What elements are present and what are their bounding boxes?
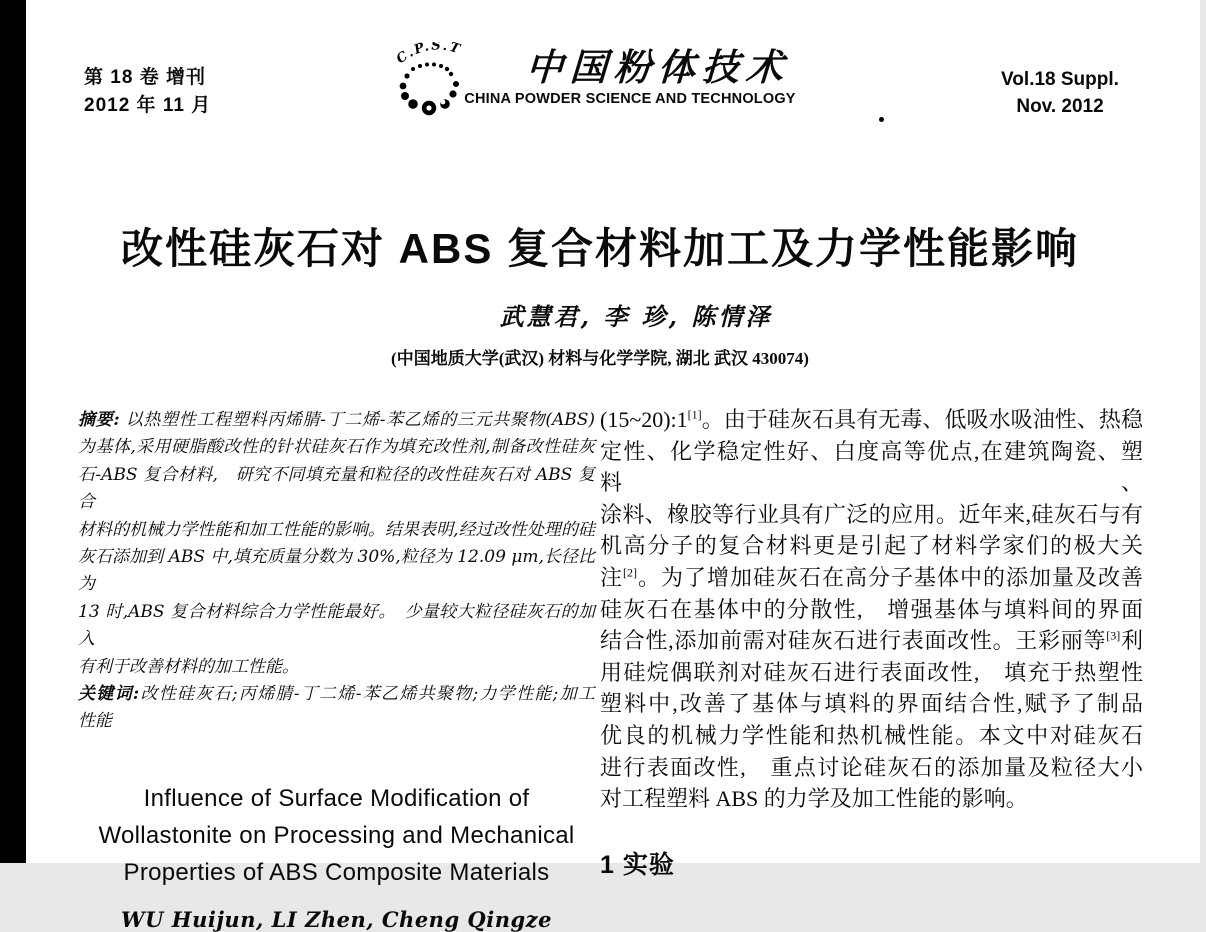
abstract-label: 摘要:	[78, 410, 120, 430]
article-title-en	[78, 780, 595, 891]
journal-masthead	[460, 46, 800, 107]
text-line: 用硅烷偶联剂对硅灰石进行表面改性, 填充于热塑性	[600, 659, 1143, 685]
text-line: 机高分子的复合材料更是引起了材料学家们的极大关	[600, 533, 1143, 559]
article-title-cn: 改性硅灰石对 ABS 复合材料加工及力学性能影响	[120, 225, 1079, 272]
journal-name-cn: 中国粉体技术	[524, 45, 792, 89]
text-line: 为基体,采用硬脂酸改性的针状硅灰石作为填充改性剂,制备改性硅灰	[78, 437, 595, 458]
text-line: 涂料、橡胶等行业具有广泛的应用。近年来,硅灰石与有	[600, 501, 1143, 527]
abstract-first-line	[78, 407, 595, 434]
text-line: Properties of ABS Composite Materials	[123, 858, 550, 886]
keywords-lines	[78, 708, 595, 735]
abstract-first-line-text: 以热塑性工程塑料丙烯腈-丁二烯-苯乙烯的三元共聚物(ABS)	[119, 410, 596, 430]
journal-name-en: CHINA POWDER SCIENCE AND TECHNOLOGY	[464, 91, 796, 107]
text-line: 进行表面改性, 重点讨论硅灰石的添加量及粒径大小	[600, 754, 1143, 780]
text-line: 石-ABS 复合材料, 研究不同填充量和粒径的改性硅灰石对 ABS 复合	[78, 464, 595, 513]
issue-date-line: 2012 年 11 月	[84, 95, 212, 116]
article-authors-cn: 武慧君, 李 珍, 陈情泽	[499, 302, 773, 331]
article-affiliation: (中国地质大学(武汉) 材料与化学学院, 湖北 武汉 430074)	[391, 349, 809, 368]
right-column	[600, 404, 1143, 881]
text-line: 塑料中,改善了基体与填料的界面结合性,赋予了制品	[600, 691, 1143, 717]
scan-speck-artifact	[879, 117, 884, 122]
text-line: 定性、化学稳定性好、白度高等优点,在建筑陶瓷、塑料、	[600, 438, 1143, 496]
volume-line: 第 18 卷 增刊	[84, 67, 206, 88]
intro-paragraph	[600, 404, 1143, 815]
scan-edge-artifact	[0, 0, 26, 863]
keywords-first-line	[78, 681, 595, 708]
text-line: Influence of Surface Modification of	[143, 784, 530, 812]
journal-volume-info	[84, 64, 211, 120]
text-line: Wollastonite on Processing and Mechanical	[98, 821, 575, 849]
logo-dot-ring	[400, 63, 459, 116]
text-line: 材料的机械力学性能和加工性能的影响。结果表明,经过改性处理的硅	[78, 519, 595, 540]
text-line: 性能	[78, 711, 112, 732]
left-column	[78, 407, 595, 932]
abstract-block	[78, 407, 595, 681]
text-line: 结合性,添加前需对硅灰石进行表面改性。王彩丽等[3]利	[600, 628, 1143, 654]
date-line-en: Nov. 2012	[1016, 96, 1104, 117]
citation-ref: [3]	[1106, 628, 1121, 643]
article-authors-en: WU Huijun, LI Zhen, Cheng Qingze	[121, 906, 552, 932]
vol-line-en: Vol.18 Suppl.	[1001, 69, 1119, 90]
citation-ref: [1]	[687, 407, 702, 422]
keywords-label: 关键词:	[78, 684, 140, 705]
keywords-first-line-text: 改性硅灰石;丙烯腈-丁二烯-苯乙烯共聚物;力学性能;加工	[139, 684, 595, 705]
logo-letters: C.P.S.T	[394, 42, 464, 68]
keywords-block	[78, 681, 595, 736]
text-line: 有利于改善材料的加工性能。	[78, 656, 299, 677]
text-line: (15~20):1[1]。由于硅灰石具有无毒、低吸水吸油性、热稳	[600, 407, 1143, 432]
svg-text:C.P.S.T	[394, 42, 463, 67]
section-heading-experiment: 1 实验	[600, 850, 675, 879]
text-line: 硅灰石在基体中的分散性, 增强基体与填料间的界面	[600, 596, 1143, 622]
abstract-lines	[78, 434, 595, 681]
citation-ref: [2]	[623, 565, 637, 580]
text-line: 注[2]。为了增加硅灰石在高分子基体中的添加量及改善	[600, 564, 1143, 590]
text-line: 对工程塑料 ABS 的力学及加工性能的影响。	[600, 786, 1028, 812]
journal-volume-info-en	[985, 66, 1135, 120]
text-line: 13 时,ABS 复合材料综合力学性能最好。 少量较大粒径硅灰石的加入	[78, 601, 595, 650]
text-line: 优良的机械力学性能和热机械性能。本文中对硅灰石	[600, 722, 1143, 748]
text-line: 灰石添加到 ABS 中,填充质量分数为 30%,粒径为 12.09 μm,长径比为	[78, 547, 595, 595]
